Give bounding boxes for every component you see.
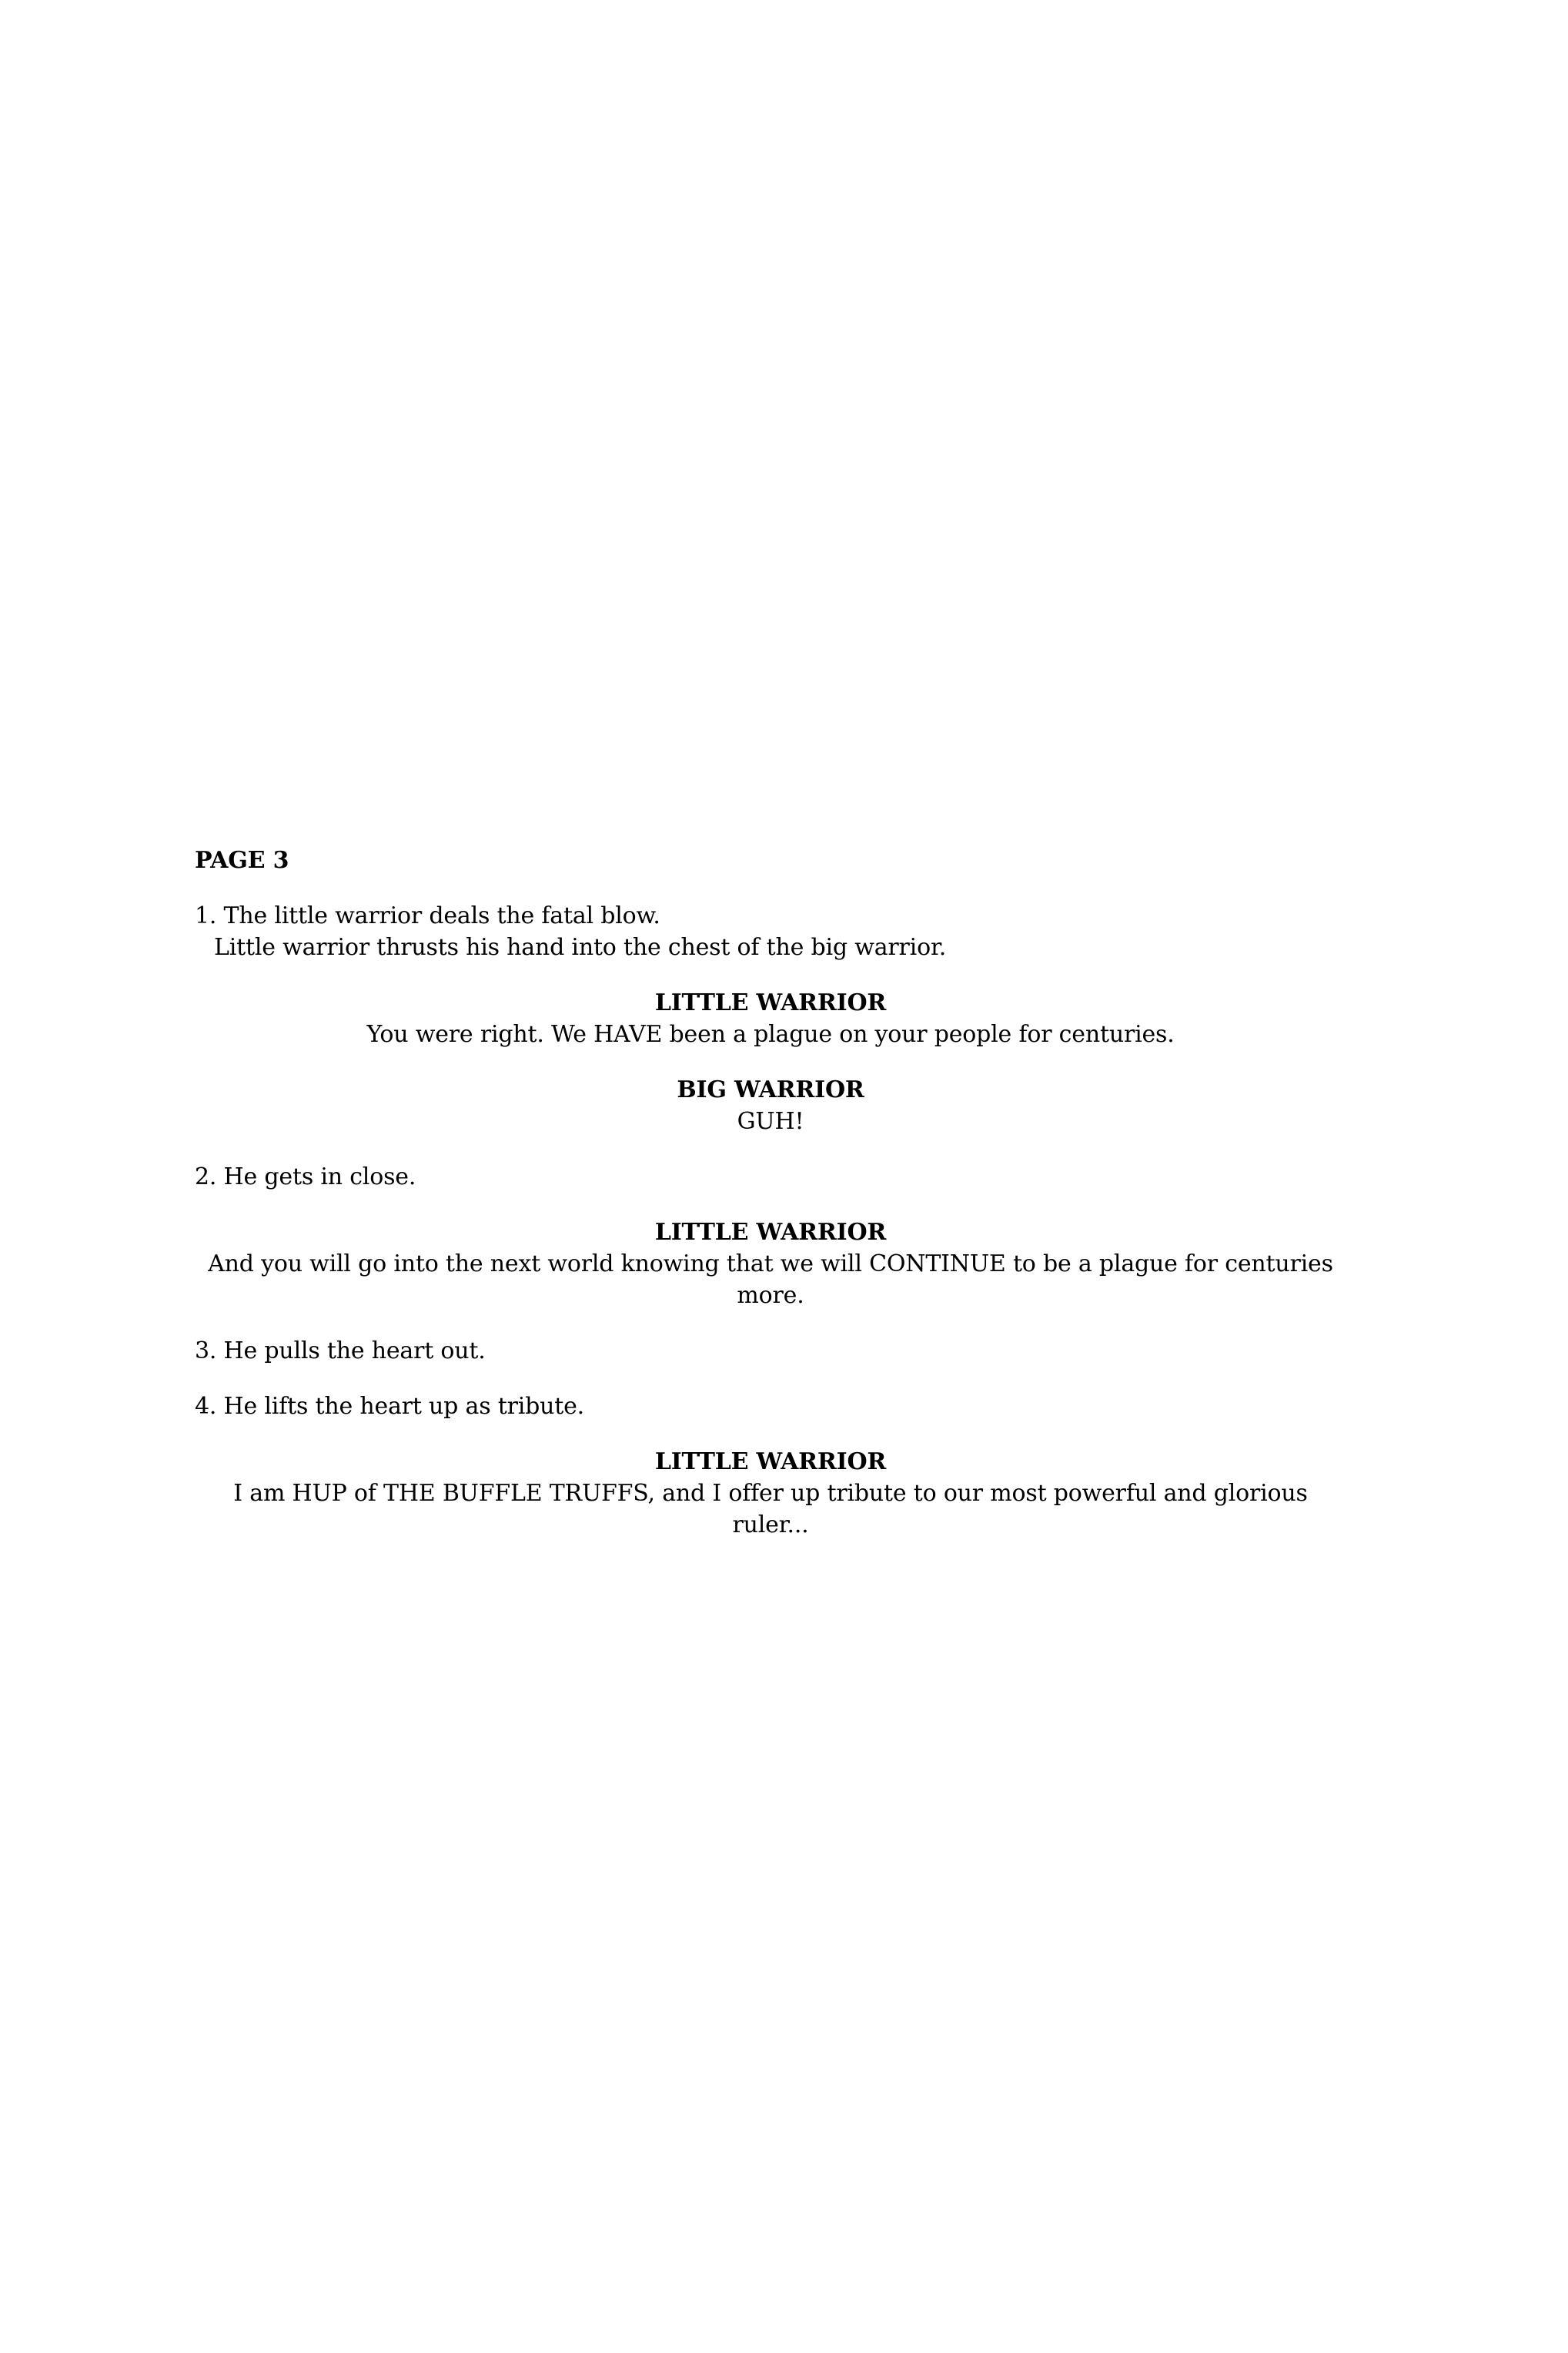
dialogue-block	[195, 1217, 1346, 1311]
dialogue-line: GUH!	[737, 1108, 804, 1135]
character-name: LITTLE WARRIOR	[654, 1219, 887, 1246]
action-line: 1. The little warrior deals the fatal blow.	[195, 902, 660, 929]
character-name: LITTLE WARRIOR	[654, 1448, 887, 1475]
dialogue-block	[195, 1446, 1346, 1541]
script-blocks	[195, 900, 1346, 1541]
action-block	[195, 1161, 1346, 1193]
dialogue-block	[195, 987, 1346, 1050]
action-block	[195, 900, 1346, 963]
action-line: 4. He lifts the heart up as tribute.	[195, 1393, 584, 1420]
dialogue-line: And you will go into the next world knowing that we will CONTINUE to be a plague for centuries	[208, 1250, 1333, 1277]
action-block	[195, 1335, 1346, 1367]
page-heading: PAGE 3	[195, 847, 289, 874]
action-line: Little warrior thrusts his hand into the chest of the big warrior.	[214, 934, 947, 961]
dialogue-line: more.	[737, 1282, 804, 1309]
dialogue-line: I am HUP of THE BUFFLE TRUFFS, and I offer up tribute to our most powerful and glorious ruler...	[233, 1480, 1308, 1538]
script-content	[195, 845, 1346, 1541]
dialogue-line: You were right. We HAVE been a plague on your people for centuries.	[366, 1021, 1175, 1048]
action-line: 3. He pulls the heart out.	[195, 1337, 486, 1364]
action-block	[195, 1391, 1346, 1422]
character-name: BIG WARRIOR	[677, 1076, 864, 1103]
action-line: 2. He gets in close.	[195, 1163, 416, 1190]
character-name: LITTLE WARRIOR	[654, 989, 887, 1016]
dialogue-block	[195, 1074, 1346, 1137]
